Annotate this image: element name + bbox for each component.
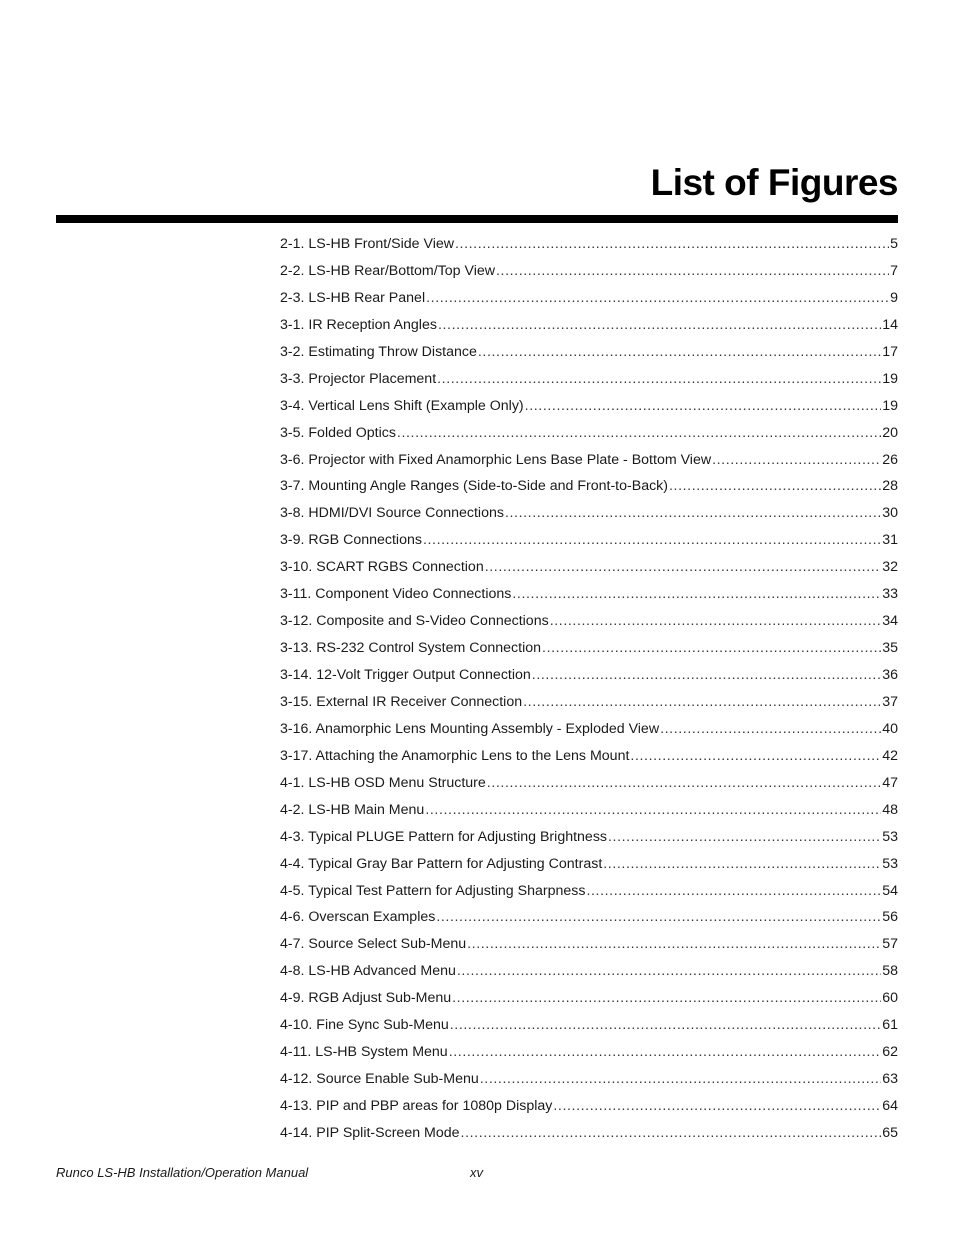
- figure-page-number: 65: [882, 1124, 898, 1141]
- figure-label: 4-6. Overscan Examples: [280, 909, 436, 926]
- dot-leader: [437, 371, 881, 387]
- dot-leader: [436, 909, 881, 925]
- dot-leader: [542, 640, 881, 656]
- figure-entry[interactable]: [280, 371, 898, 398]
- figure-page-number: 53: [882, 855, 898, 872]
- dot-leader: [478, 344, 881, 360]
- figures-list: [280, 236, 898, 1152]
- figure-label: 3-8. HDMI/DVI Source Connections: [280, 505, 504, 522]
- figure-label: 3-2. Estimating Throw Distance: [280, 343, 477, 360]
- figure-label: 3-12. Composite and S-Video Connections: [280, 613, 549, 630]
- figure-entry[interactable]: [280, 990, 898, 1017]
- dot-leader: [553, 1098, 881, 1114]
- figure-entry[interactable]: [280, 721, 898, 748]
- footer-page-number: xv: [470, 1165, 483, 1180]
- figure-label: 4-9. RGB Adjust Sub-Menu: [280, 990, 452, 1007]
- dot-leader: [425, 802, 881, 818]
- figure-page-number: 58: [882, 963, 898, 980]
- figure-entry[interactable]: [280, 398, 898, 425]
- footer-manual-title: Runco LS-HB Installation/Operation Manual: [56, 1165, 309, 1180]
- figure-entry[interactable]: [280, 1071, 898, 1098]
- dot-leader: [586, 883, 881, 899]
- figure-label: 2-3. LS-HB Rear Panel: [280, 289, 426, 306]
- figure-entry[interactable]: [280, 909, 898, 936]
- dot-leader: [457, 963, 881, 979]
- figure-entry[interactable]: [280, 856, 898, 883]
- figure-page-number: 30: [882, 505, 898, 522]
- figure-page-number: 14: [882, 316, 898, 333]
- dot-leader: [397, 425, 881, 441]
- figure-label: 3-15. External IR Receiver Connection: [280, 693, 523, 710]
- figure-entry[interactable]: [280, 667, 898, 694]
- dot-leader: [712, 452, 881, 468]
- dot-leader: [423, 532, 881, 548]
- figure-entry[interactable]: [280, 802, 898, 829]
- figure-entry[interactable]: [280, 694, 898, 721]
- figure-page-number: 57: [882, 936, 898, 953]
- dot-leader: [669, 478, 881, 494]
- figure-entry[interactable]: [280, 775, 898, 802]
- figure-entry[interactable]: [280, 559, 898, 586]
- dot-leader: [512, 586, 881, 602]
- figure-label: 4-7. Source Select Sub-Menu: [280, 936, 467, 953]
- figure-page-number: 48: [882, 801, 898, 818]
- figure-label: 3-1. IR Reception Angles: [280, 316, 437, 333]
- figure-label: 4-14. PIP Split-Screen Mode: [280, 1124, 460, 1141]
- figure-label: 3-4. Vertical Lens Shift (Example Only): [280, 397, 524, 414]
- figure-label: 4-5. Typical Test Pattern for Adjusting Sharpness: [280, 882, 586, 899]
- figure-label: 4-11. LS-HB System Menu: [280, 1044, 448, 1061]
- dot-leader: [450, 1017, 881, 1033]
- figure-label: 3-10. SCART RGBS Connection: [280, 559, 484, 576]
- figure-entry[interactable]: [280, 1044, 898, 1071]
- figure-entry[interactable]: [280, 478, 898, 505]
- figure-page-number: 32: [882, 559, 898, 576]
- figure-entry[interactable]: [280, 936, 898, 963]
- figure-page-number: 28: [882, 478, 898, 495]
- figure-label: 3-9. RGB Connections: [280, 532, 422, 549]
- figure-entry[interactable]: [280, 748, 898, 775]
- figure-page-number: 33: [882, 586, 898, 603]
- figure-label: 3-16. Anamorphic Lens Mounting Assembly - Exploded View: [280, 720, 660, 737]
- figure-label: 3-7. Mounting Angle Ranges (Side-to-Side and Front-to-Back): [280, 478, 668, 495]
- figure-page-number: 60: [882, 990, 898, 1007]
- figure-page-number: 34: [882, 613, 898, 630]
- figure-page-number: 20: [882, 424, 898, 441]
- figure-entry[interactable]: [280, 1017, 898, 1044]
- dot-leader: [426, 290, 889, 306]
- figure-page-number: 64: [882, 1098, 898, 1114]
- figure-page-number: 19: [882, 397, 898, 414]
- figure-page-number: 31: [882, 532, 898, 549]
- figure-entry[interactable]: [280, 344, 898, 371]
- figure-label: 4-2. LS-HB Main Menu: [280, 801, 425, 818]
- figure-label: 4-12. Source Enable Sub-Menu: [280, 1071, 479, 1088]
- figure-label: 4-13. PIP and PBP areas for 1080p Display: [280, 1098, 553, 1114]
- figure-label: 4-8. LS-HB Advanced Menu: [280, 963, 456, 980]
- figure-page-number: 7: [890, 262, 898, 279]
- title-rule: [56, 215, 898, 223]
- figure-page-number: 37: [882, 693, 898, 710]
- figure-label: 3-14. 12-Volt Trigger Output Connection: [280, 667, 531, 683]
- figure-entry[interactable]: [280, 1098, 898, 1125]
- dot-leader: [550, 613, 882, 629]
- figure-entry[interactable]: [280, 236, 898, 263]
- figure-entry[interactable]: [280, 290, 898, 317]
- figure-entry[interactable]: [280, 963, 898, 990]
- figure-label: 4-1. LS-HB OSD Menu Structure: [280, 774, 486, 791]
- figure-entry[interactable]: [280, 883, 898, 910]
- figure-label: 3-3. Projector Placement: [280, 370, 437, 387]
- figure-page-number: 47: [882, 774, 898, 791]
- dot-leader: [452, 990, 881, 1006]
- figure-entry[interactable]: [280, 317, 898, 344]
- figure-page-number: 36: [882, 667, 898, 683]
- figure-label: 3-11. Component Video Connections: [280, 586, 512, 603]
- figure-entry[interactable]: [280, 586, 898, 613]
- dot-leader: [455, 236, 889, 252]
- figure-page-number: 53: [882, 828, 898, 845]
- figure-page-number: 5: [890, 236, 898, 252]
- dot-leader: [487, 775, 881, 791]
- dot-leader: [438, 317, 881, 333]
- figure-entry[interactable]: [280, 505, 898, 532]
- figure-page-number: 19: [882, 370, 898, 387]
- figure-page-number: 26: [882, 451, 898, 468]
- dot-leader: [525, 398, 882, 414]
- figure-entry[interactable]: [280, 452, 898, 479]
- dot-leader: [523, 694, 881, 710]
- dot-leader: [449, 1044, 882, 1060]
- figure-label: 4-3. Typical PLUGE Pattern for Adjusting Brightness: [280, 828, 608, 845]
- dot-leader: [532, 667, 881, 683]
- figure-label: 4-4. Typical Gray Bar Pattern for Adjusting Contrast: [280, 855, 603, 872]
- figure-page-number: 56: [882, 909, 898, 926]
- figure-page-number: 62: [882, 1044, 898, 1061]
- figure-page-number: 40: [882, 720, 898, 737]
- figure-page-number: 61: [882, 1017, 898, 1034]
- figure-page-number: 35: [882, 640, 898, 657]
- figure-entry[interactable]: [280, 425, 898, 452]
- dot-leader: [603, 856, 881, 872]
- figure-label: 2-2. LS-HB Rear/Bottom/Top View: [280, 262, 496, 279]
- figure-page-number: 54: [882, 882, 898, 899]
- figure-entry[interactable]: [280, 1125, 898, 1152]
- figure-label: 3-13. RS-232 Control System Connection: [280, 640, 542, 657]
- dot-leader: [480, 1071, 881, 1087]
- dot-leader: [660, 721, 881, 737]
- figure-page-number: 63: [882, 1071, 898, 1088]
- figure-entry[interactable]: [280, 613, 898, 640]
- figure-label: 3-6. Projector with Fixed Anamorphic Lens Base Plate - Bottom View: [280, 451, 712, 468]
- figure-label: 3-5. Folded Optics: [280, 424, 396, 441]
- dot-leader: [505, 505, 881, 521]
- figure-page-number: 9: [890, 289, 898, 306]
- figure-label: 3-17. Attaching the Anamorphic Lens to the Lens Mount: [280, 747, 630, 764]
- dot-leader: [485, 559, 882, 575]
- dot-leader: [461, 1125, 882, 1141]
- page-title: List of Figures: [650, 162, 898, 203]
- figure-label: 4-10. Fine Sync Sub-Menu: [280, 1017, 449, 1034]
- dot-leader: [608, 829, 881, 845]
- dot-leader: [496, 263, 889, 279]
- figure-entry[interactable]: [280, 829, 898, 856]
- dot-leader: [630, 748, 881, 764]
- figure-label: 2-1. LS-HB Front/Side View: [280, 236, 455, 252]
- dot-leader: [467, 936, 881, 952]
- figure-page-number: 42: [882, 747, 898, 764]
- figure-entry[interactable]: [280, 263, 898, 290]
- figure-entry[interactable]: [280, 640, 898, 667]
- figure-page-number: 17: [882, 343, 898, 360]
- figure-entry[interactable]: [280, 532, 898, 559]
